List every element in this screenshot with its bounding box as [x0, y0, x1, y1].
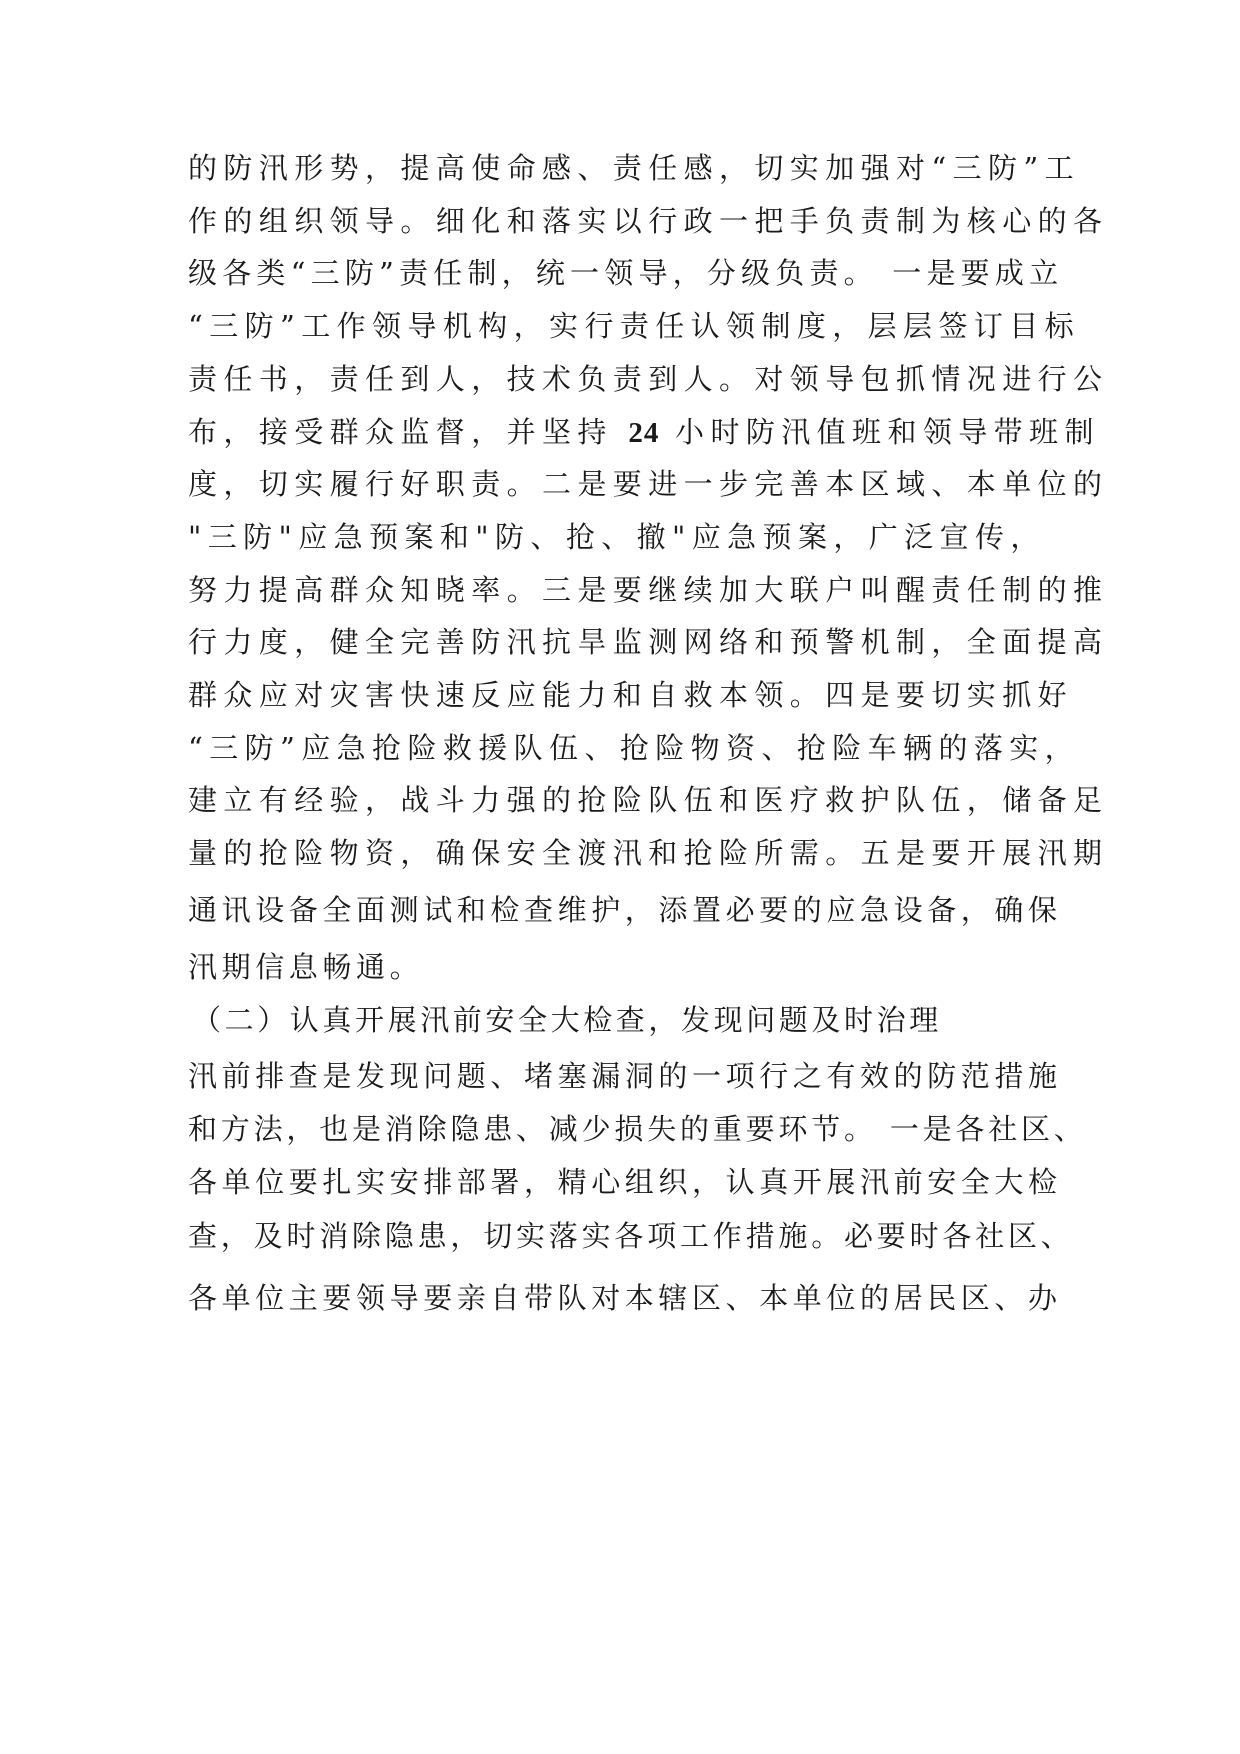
text-line: 的防汛形势，提高使命感、责任感，切实加强对“三防”工 — [188, 151, 1081, 185]
text-segment: 布，接受群众监督，并坚持 — [188, 415, 629, 449]
text-segment: 小时防汛值班和领导带班制 — [659, 415, 1100, 449]
text-line: 通讯设备全面测试和检查维护，添置必要的应急设备，确保 — [188, 893, 1062, 927]
text-line: 级各类“三防”责任制，统一领导，分级负责。 一是要成立 — [188, 256, 1064, 290]
text-line: 责任书，责任到人，技术负责到人。对领导包抓情况进行公 — [188, 362, 1109, 396]
text-line: 量的抢险物资，确保安全渡汛和抢险所需。五是要开展汛期 — [188, 836, 1109, 870]
text-line: “三防”工作领导机构，实行责任认领制度，层层签订目标 — [188, 309, 1081, 343]
text-line: 汛前排查是发现问题、堵塞漏洞的一项行之有效的防范措施 — [188, 1059, 1062, 1093]
text-line: 群众应对灾害快速反应能力和自救本领。四是要切实抓好 — [188, 678, 1074, 712]
text-line: 汛期信息畅通。 — [188, 950, 424, 984]
text-line — [188, 412, 1100, 452]
text-line: 作的组织领导。细化和落实以行政一把手负责制为核心的各 — [188, 204, 1109, 238]
hours-number: 24 — [628, 417, 660, 449]
text-line: 查，及时消除隐患，切实落实各项工作措施。必要时各社区、 — [188, 1219, 1074, 1253]
text-line: 和方法，也是消除隐患、减少损失的重要环节。 一是各社区、 — [188, 1112, 1087, 1146]
text-line: 努力提高群众知晓率。三是要继续加大联户叫醒责任制的推 — [188, 573, 1109, 607]
text-line: 各单位要扎实安排部署，精心组织，认真开展汛前安全大检 — [188, 1165, 1062, 1199]
text-line: 建立有经验，战斗力强的抢险队伍和医疗救护队伍，储备足 — [188, 783, 1109, 817]
text-line: 度，切实履行好职责。二是要进一步完善本区域、本单位的 — [188, 467, 1109, 501]
text-line: "三防"应急预案和"防、抢、撤"应急预案，广泛宣传， — [188, 520, 1046, 554]
section-heading: （二）认真开展汛前安全大检查，发现问题及时治理 — [192, 1003, 942, 1037]
text-line: 各单位主要领导要亲自带队对本辖区、本单位的居民区、办 — [188, 1281, 1062, 1315]
text-line: “三防”应急抢险救援队伍、抢险物资、抢险车辆的落实， — [188, 731, 1081, 765]
text-line: 行力度，健全完善防汛抗旱监测网络和预警机制，全面提高 — [188, 625, 1109, 659]
